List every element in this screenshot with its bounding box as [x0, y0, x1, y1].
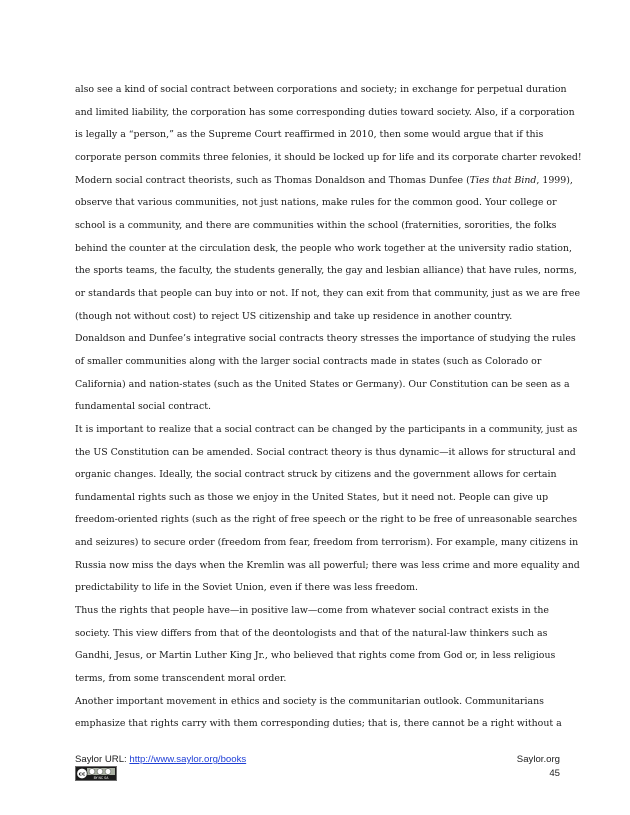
text-line: society. This view differs from that of the deontologists and that of the natural-law thinkers such as: [75, 627, 548, 639]
text-line: Russia now miss the days when the Kremlin was all powerful; there was less crime and more equality and: [75, 559, 580, 571]
text-line: the sports teams, the faculty, the students generally, the gay and lesbian alliance) that have rules, norms,: [75, 265, 577, 277]
text-line: freedom-oriented rights (such as the right of free speech or the right to be free of unreasonable searches: [75, 514, 578, 526]
text-line: behind the counter at the circulation desk, the people who work together at the university radio station,: [75, 242, 572, 254]
text-line: Another important movement in ethics and society is the communitarian outlook. Communitarians: [75, 695, 544, 707]
text-line: emphasize that rights carry with them corresponding duties; that is, there cannot be a right without a: [75, 718, 562, 730]
text-line: [75, 170, 573, 193]
text-line: (though not without cost) to reject US citizenship and take up residence in another country.: [75, 310, 513, 322]
text-line: or standards that people can buy into or not. If not, they can exit from that community, just as we are free: [75, 287, 581, 299]
text-line: corporate person commits three felonies, it should be locked up for life and its corporate charter revoked!: [75, 151, 582, 163]
text-line: school is a community, and there are communities within the school (fraternities, sororities, the folks: [75, 219, 557, 231]
paragraph-6: [75, 691, 560, 736]
text-line: California) and nation-states (such as the United States or Germany). Our Constitution can be seen as a: [75, 378, 570, 390]
text-line: Thus the rights that people have—in positive law—come from whatever social contract exists in the: [75, 605, 549, 617]
paragraph-2: [75, 170, 581, 329]
text-line: of smaller communities along with the larger social contracts made in states (such as Colorado or: [75, 355, 542, 367]
source-url-link[interactable]: http://www.saylor.org/books: [129, 754, 247, 765]
book-title: Ties that Bind: [469, 174, 537, 186]
svg-text:cc: cc: [78, 771, 86, 778]
site-name: Saylor.org: [516, 754, 560, 765]
text-line: fundamental rights such as those we enjoy in the United States, but it need not. People can give up: [75, 491, 549, 503]
text-line: terms, from some transcendent moral order.: [75, 673, 287, 685]
text-line: and limited liability, the corporation has some corresponding duties toward society. Also, if a corporation: [75, 106, 575, 118]
paragraph-1: [75, 79, 582, 170]
cc-license-graphic: [76, 767, 116, 780]
text-line: and seizures) to secure order (freedom from fear, freedom from terrorism). For example, many citizens in: [75, 537, 579, 549]
page-number: 45: [549, 768, 560, 779]
cc-license-text: BY NC SA: [93, 776, 109, 780]
paragraph-3: [75, 328, 576, 419]
text-line: the US Constitution can be amended. Social contract theory is thus dynamic—it allows for structural and: [75, 446, 576, 458]
text-line: observe that various communities, not just nations, make rules for the common good. Your college or: [75, 197, 557, 209]
cc-license-badge-icon[interactable]: [75, 766, 117, 781]
source-url-label: Saylor URL:: [75, 754, 130, 765]
text-line: Donaldson and Dunfee’s integrative social contracts theory stresses the importance of studying the rules: [75, 333, 576, 345]
text-segment: Modern social contract theorists, such as Thomas Donaldson and Thomas Dunfee (: [75, 174, 470, 186]
page-footer: [75, 754, 560, 794]
text-line: fundamental social contract.: [75, 401, 211, 413]
text-line: also see a kind of social contract between corporations and society; in exchange for perpetual duration: [75, 84, 567, 95]
paragraph-5: [75, 600, 560, 691]
text-line: Gandhi, Jesus, or Martin Luther King Jr., who believed that rights come from God or, in less religious: [75, 650, 556, 662]
body-text: [75, 79, 582, 736]
text-line: It is important to realize that a social contract can be changed by the participants in a community, just as: [75, 423, 578, 435]
text-segment: , 1999),: [536, 174, 573, 186]
paragraph-4: [75, 419, 580, 600]
source-url: [75, 754, 246, 765]
text-line: is legally a “person,” as the Supreme Court reaffirmed in 2010, then some would argue that if this: [75, 129, 544, 141]
text-line: organic changes. Ideally, the social contract struck by citizens and the government allows for certain: [75, 469, 557, 481]
text-line: predictability to life in the Soviet Union, even if there was less freedom.: [75, 582, 418, 594]
